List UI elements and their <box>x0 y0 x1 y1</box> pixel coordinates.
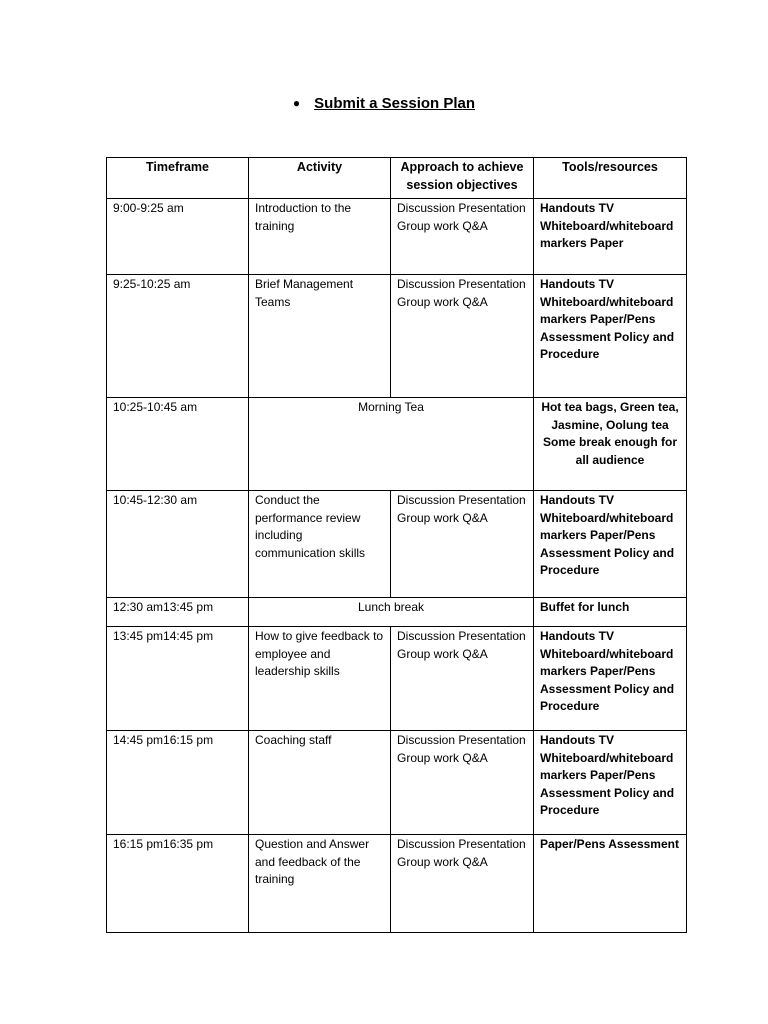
cell-activity: Conduct the performance review including communication skills <box>249 491 391 598</box>
header-tools: Tools/resources <box>534 158 687 199</box>
cell-activity: Brief Management Teams <box>249 275 391 398</box>
table-row <box>107 491 687 598</box>
table-row <box>107 731 687 835</box>
cell-tools: Hot tea bags, Green tea, Jasmine, Oolung tea Some break enough for all audience <box>534 398 687 491</box>
cell-activity: Question and Answer and feedback of the training <box>249 835 391 933</box>
cell-tools: Handouts TV Whiteboard/whiteboard markers Paper/Pens Assessment Policy and Procedure <box>534 491 687 598</box>
cell-time: 14:45 pm16:15 pm <box>107 731 249 835</box>
table-row <box>107 835 687 933</box>
cell-activity-merged: Morning Tea <box>249 398 534 491</box>
cell-tools: Handouts TV Whiteboard/whiteboard markers Paper/Pens Assessment Policy and Procedure <box>534 627 687 731</box>
cell-approach: Discussion Presentation Group work Q&A <box>391 835 534 933</box>
cell-activity: Introduction to the training <box>249 199 391 275</box>
cell-time: 10:45-12:30 am <box>107 491 249 598</box>
cell-tools: Handouts TV Whiteboard/whiteboard markers Paper/Pens Assessment Policy and Procedure <box>534 731 687 835</box>
table-row <box>107 398 687 491</box>
table-row <box>107 598 687 627</box>
cell-activity: Coaching staff <box>249 731 391 835</box>
cell-time: 9:25-10:25 am <box>107 275 249 398</box>
cell-approach: Discussion Presentation Group work Q&A <box>391 199 534 275</box>
table-row <box>107 275 687 398</box>
header-timeframe: Timeframe <box>107 158 249 199</box>
cell-tools: Buffet for lunch <box>534 598 687 627</box>
cell-activity: How to give feedback to employee and leadership skills <box>249 627 391 731</box>
table-header-row <box>107 158 687 199</box>
page-title: Submit a Session Plan <box>314 95 476 112</box>
page-heading <box>0 95 768 112</box>
header-activity: Activity <box>249 158 391 199</box>
bullet-icon: ● <box>292 96 301 110</box>
cell-tools: Paper/Pens Assessment <box>534 835 687 933</box>
cell-activity-merged: Lunch break <box>249 598 534 627</box>
table-row <box>107 199 687 275</box>
cell-time: 13:45 pm14:45 pm <box>107 627 249 731</box>
cell-time: 16:15 pm16:35 pm <box>107 835 249 933</box>
header-approach: Approach to achieve session objectives <box>391 158 534 199</box>
cell-tools: Handouts TV Whiteboard/whiteboard markers Paper <box>534 199 687 275</box>
session-plan-table <box>106 157 687 933</box>
cell-approach: Discussion Presentation Group work Q&A <box>391 627 534 731</box>
cell-time: 9:00-9:25 am <box>107 199 249 275</box>
cell-approach: Discussion Presentation Group work Q&A <box>391 275 534 398</box>
cell-time: 12:30 am13:45 pm <box>107 598 249 627</box>
table-row <box>107 627 687 731</box>
cell-approach: Discussion Presentation Group work Q&A <box>391 491 534 598</box>
cell-tools: Handouts TV Whiteboard/whiteboard markers Paper/Pens Assessment Policy and Procedure <box>534 275 687 398</box>
cell-approach: Discussion Presentation Group work Q&A <box>391 731 534 835</box>
cell-time: 10:25-10:45 am <box>107 398 249 491</box>
